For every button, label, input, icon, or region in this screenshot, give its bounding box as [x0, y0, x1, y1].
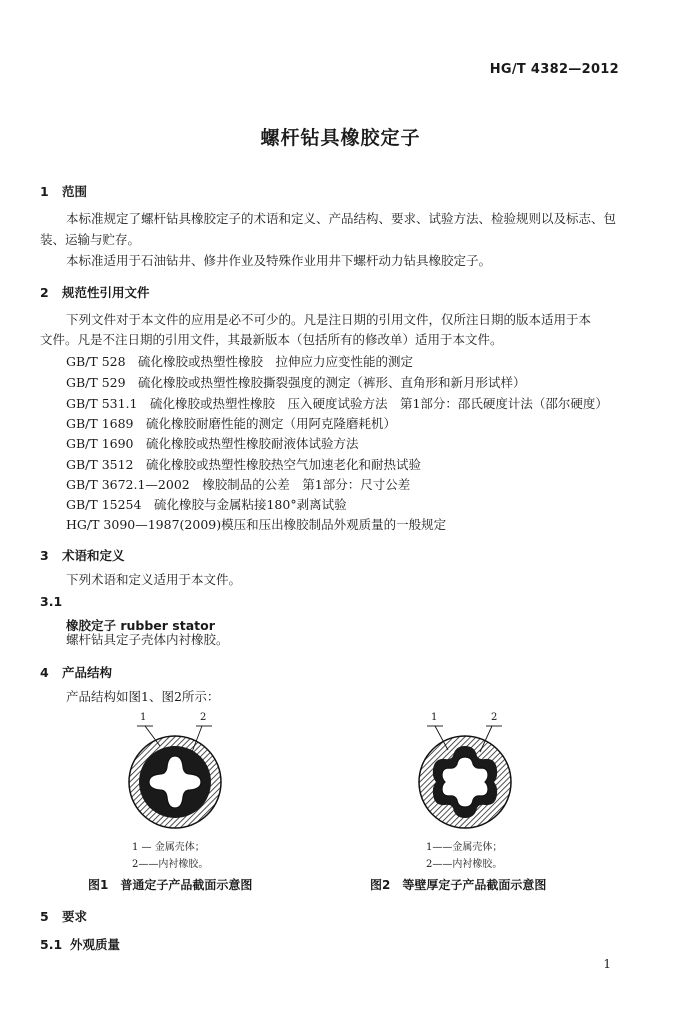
section-1-para-1-line-1: 本标准规定了螺杆钻具橡胶定子的术语和定义、产品结构、要求、试验方法、检验规则以及标志、包	[66, 211, 617, 226]
section-5-heading	[40, 907, 87, 925]
section-1-number: 1	[40, 184, 49, 199]
term-name: 橡胶定子 rubber stator	[66, 618, 215, 633]
section-5-1-heading	[40, 935, 120, 953]
figure-2-legend-2: 2——内衬橡胶。	[426, 859, 503, 870]
figure-1-cross-section	[120, 712, 230, 832]
section-4-title: 产品结构	[62, 665, 113, 680]
figure-1-callout-2: 2	[200, 712, 207, 723]
section-3-1-number: 3.1	[40, 594, 63, 609]
normative-reference: GB/T 1690 硫化橡胶或热塑性橡胶耐液体试验方法	[66, 436, 359, 451]
normative-reference: HG/T 3090—1987(2009)模压和压出橡胶制品外观质量的一般规定	[66, 517, 447, 532]
term-definition: 螺杆钻具定子壳体内衬橡胶。	[66, 632, 229, 647]
section-2-title: 规范性引用文件	[62, 285, 150, 300]
section-1-para-2: 本标准适用于石油钻井、修井作业及特殊作业用井下螺杆动力钻具橡胶定子。	[66, 253, 492, 268]
section-4-heading	[40, 663, 112, 681]
section-4-number: 4	[40, 665, 49, 680]
section-3-number: 3	[40, 548, 49, 563]
normative-reference: GB/T 1689 硫化橡胶耐磨性能的测定（用阿克隆磨耗机）	[66, 416, 397, 431]
section-3-intro: 下列术语和定义适用于本文件。	[66, 572, 242, 587]
normative-reference: GB/T 531.1 硫化橡胶或热塑性橡胶 压入硬度试验方法 第1部分：邵氏硬度计法（邵尔硬度）	[66, 396, 608, 411]
section-2-number: 2	[40, 285, 49, 300]
section-2-intro-line-1: 下列文件对于本文件的应用是必不可少的。凡是注日期的引用文件，仅所注日期的版本适用于本	[66, 312, 592, 327]
document-title: 螺杆钻具橡胶定子	[260, 127, 421, 149]
section-5-title: 要求	[62, 909, 88, 924]
section-5-1-number: 5.1	[40, 937, 63, 952]
normative-reference: GB/T 529 硫化橡胶或热塑性橡胶撕裂强度的测定（裤形、直角形和新月形试样）	[66, 375, 526, 390]
section-4-intro: 产品结构如图1、图2所示：	[66, 689, 220, 704]
figure-2-caption: 图2 等壁厚定子产品截面示意图	[370, 878, 547, 892]
normative-reference: GB/T 3672.1—2002 橡胶制品的公差 第1部分：尺寸公差	[66, 477, 411, 492]
section-1-para-1-line-2: 装、运输与贮存。	[40, 232, 141, 247]
page-number: 1	[603, 957, 611, 971]
figure-1-legend-1: 1 — 金属壳体；	[132, 842, 205, 853]
figure-1-legend-2: 2——内衬橡胶。	[132, 859, 209, 870]
normative-reference: GB/T 15254 硫化橡胶与金属粘接180°剥离试验	[66, 497, 347, 512]
section-1-heading	[40, 182, 87, 200]
section-3-heading	[40, 546, 125, 564]
section-5-1-title: 外观质量	[70, 937, 121, 952]
figure-2-cross-section	[410, 712, 520, 832]
standard-code: HG/T 4382—2012	[489, 62, 619, 77]
figure-2-callout-2: 2	[491, 712, 498, 723]
section-5-number: 5	[40, 909, 49, 924]
figure-2-legend-1: 1——金属壳体；	[426, 842, 503, 853]
section-2-heading	[40, 283, 150, 301]
normative-reference: GB/T 528 硫化橡胶或热塑性橡胶 拉伸应力应变性能的测定	[66, 354, 414, 369]
section-2-intro-line-2: 文件。凡是不注日期的引用文件，其最新版本（包括所有的修改单）适用于本文件。	[40, 332, 503, 347]
section-3-title: 术语和定义	[62, 548, 125, 563]
normative-reference: GB/T 3512 硫化橡胶或热塑性橡胶热空气加速老化和耐热试验	[66, 457, 422, 472]
figure-2-callout-1: 1	[431, 712, 438, 723]
figure-1-caption: 图1 普通定子产品截面示意图	[88, 878, 253, 892]
section-1-title: 范围	[62, 184, 88, 199]
figure-1-callout-1: 1	[140, 712, 147, 723]
